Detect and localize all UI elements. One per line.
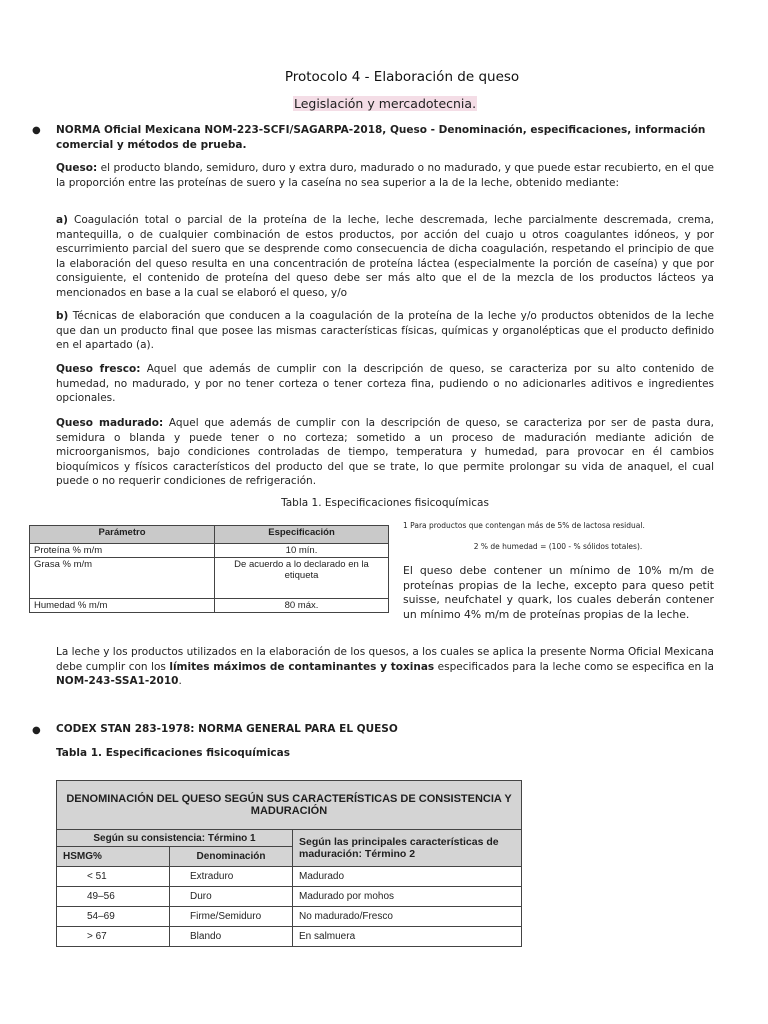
cell-denominacion: Extraduro bbox=[170, 867, 293, 887]
codex-row bbox=[57, 867, 522, 887]
item-a-text: Coagulación total o parcial de la proteína de la leche, leche descremada, leche parcialmente descremada, crema, mantequilla, o de cualquier combinación de estos productos, por acción del cuajo u otros coagulantes idóneos, y por escurrimiento parcial del suero que se desprende como consecuencia de dicha coagulación, respetando el principio de que la elaboración del queso resulta en una concentración de proteína láctea (especialmente la porción de caseína) y que por consiguiente, el contenido de proteína del queso debe ser más alto que el de la mezcla de los productos lácteos ya mencionados en base a la cual se elaboró el queso, y/o bbox=[56, 214, 714, 299]
cell-denominacion: Firme/Semiduro bbox=[170, 907, 293, 927]
table-row bbox=[30, 544, 389, 558]
cell-hsmg: 49–56 bbox=[57, 887, 170, 907]
leche-text-3: . bbox=[178, 675, 182, 688]
queso-paragraph bbox=[56, 161, 714, 190]
codex-table bbox=[56, 780, 522, 947]
group-consistencia: Según su consistencia: Término 1 bbox=[57, 830, 293, 847]
cell-param: Proteína % m/m bbox=[30, 544, 215, 558]
cell-denominacion: Blando bbox=[170, 927, 293, 947]
bullet-2-title bbox=[56, 722, 714, 737]
cell-param: Humedad % m/m bbox=[30, 599, 215, 613]
cell-hsmg: < 51 bbox=[57, 867, 170, 887]
queso-term: Queso: bbox=[56, 162, 98, 174]
codex-group-row bbox=[57, 830, 522, 847]
col-hsmg: HSMG% bbox=[57, 847, 170, 867]
leche-text-1: La leche y los productos utilizados en la elaboración de los quesos, a los cuales se aplica la presente Norma Oficial Mexicana debe cumplir con los bbox=[56, 646, 714, 673]
header-parametro: Parámetro bbox=[30, 526, 215, 544]
fresco-term: Queso fresco: bbox=[56, 363, 141, 375]
codex-row bbox=[57, 927, 522, 947]
leche-bold-1: límites máximos de contaminantes y toxinas bbox=[169, 660, 435, 673]
cell-spec: De acuerdo a lo declarado en la etiqueta bbox=[215, 558, 389, 599]
madurado-text: Aquel que además de cumplir con la descripción de queso, se caracteriza por ser de pasta dura, semidura o blanda y puede tener o no corteza; sometido a un proceso de maduración mediante adición de microorganismos, bajo condiciones controladas de tiempo, temperatura y humedad, para provocar en él cambios bioquímicos y físicos característicos del producto del que se trate, lo que permite prolongar su vida de anaquel, el cual puede o no requerir condiciones de refrigeración. bbox=[56, 417, 714, 488]
table-row bbox=[30, 599, 389, 613]
codex-row bbox=[57, 887, 522, 907]
leche-text-2: especificados para la leche como se especifica en la bbox=[434, 660, 714, 673]
madurado-term: Queso madurado: bbox=[56, 417, 164, 429]
cell-denominacion: Duro bbox=[170, 887, 293, 907]
table-row bbox=[30, 558, 389, 599]
group-maduracion: Según las principales características de maduración: Término 2 bbox=[293, 830, 522, 867]
fresco-paragraph bbox=[56, 362, 714, 406]
leche-paragraph bbox=[56, 645, 714, 689]
page-title: Protocolo 4 - Elaboración de queso bbox=[284, 69, 520, 85]
specs-table bbox=[29, 525, 389, 613]
cell-maduracion: En salmuera bbox=[293, 927, 522, 947]
protein-note: El queso debe contener un mínimo de 10% m/m de proteínas propias de la leche, excepto para queso petit suisse, neufchatel y quark, los cuales deberán contener un mínimo 4% m/m de proteínas propias de la leche. bbox=[403, 564, 714, 621]
cell-maduracion: No madurado/Fresco bbox=[293, 907, 522, 927]
item-b-text: Técnicas de elaboración que conducen a la coagulación de la proteína de la leche y/o productos obtenidos de la leche que dan un producto final que posee las mismas características físicas, químicas y organolépticas que el producto definido en el apartado (a). bbox=[56, 310, 714, 352]
madurado-paragraph bbox=[56, 416, 714, 489]
cell-hsmg: 54–69 bbox=[57, 907, 170, 927]
cell-param: Grasa % m/m bbox=[30, 558, 215, 599]
codex-header-row bbox=[57, 781, 522, 830]
footnote-1: 1 Para productos que contengan más de 5% de lactosa residual. bbox=[403, 521, 645, 530]
cell-maduracion: Madurado por mohos bbox=[293, 887, 522, 907]
codex-header: DENOMINACIÓN DEL QUESO SEGÚN SUS CARACTERÍSTICAS DE CONSISTENCIA Y MADURACIÓN bbox=[57, 781, 522, 830]
codex-row bbox=[57, 907, 522, 927]
cell-maduracion: Madurado bbox=[293, 867, 522, 887]
bullet-1-title bbox=[56, 123, 714, 152]
queso-text: el producto blando, semiduro, duro y extra duro, madurado o no madurado, y que puede estar recubierto, en el que la proporción entre las proteínas de suero y la caseína no sea superior a la de la leche, obtenido mediante: bbox=[56, 162, 714, 189]
page-subtitle bbox=[0, 96, 768, 111]
norm-title: NORMA Oficial Mexicana NOM-223-SCFI/SAGARPA-2018, Queso - Denominación, especificaciones, información comercial y métodos de prueba. bbox=[56, 124, 706, 151]
item-a-label: a) bbox=[56, 214, 68, 226]
cell-spec: 10 mín. bbox=[215, 544, 389, 558]
subtitle-text: Legislación y mercadotecnia. bbox=[293, 96, 477, 111]
item-b-paragraph bbox=[56, 309, 714, 353]
leche-bold-2: NOM-243-SSA1-2010 bbox=[56, 675, 179, 688]
bullet-2-marker: ● bbox=[32, 725, 41, 736]
col-denominacion: Denominación bbox=[170, 847, 293, 867]
bullet-1-marker: ● bbox=[32, 125, 41, 136]
item-a-paragraph bbox=[56, 213, 714, 301]
cell-spec: 80 máx. bbox=[215, 599, 389, 613]
cell-hsmg: > 67 bbox=[57, 927, 170, 947]
item-b-label: b) bbox=[56, 310, 69, 322]
footnote-2: 2 % de humedad = (100 - % sólidos totales). bbox=[473, 542, 643, 551]
codex-title: CODEX STAN 283-1978: NORMA GENERAL PARA EL QUESO bbox=[56, 723, 398, 735]
header-especificacion: Especificación bbox=[215, 526, 389, 544]
table-2-caption bbox=[56, 746, 714, 761]
table-header-row bbox=[30, 526, 389, 544]
table-2-caption-text: Tabla 1. Especificaciones fisicoquímicas bbox=[56, 747, 290, 759]
table-1-caption: Tabla 1. Especificaciones fisicoquímicas bbox=[281, 497, 489, 509]
fresco-text: Aquel que además de cumplir con la descripción de queso, se caracteriza por su alto contenido de humedad, no madurado, y por no tener corteza o tener corteza fina, pudiendo o no adicionarles aditivos e ingredientes opcionales. bbox=[56, 363, 714, 405]
